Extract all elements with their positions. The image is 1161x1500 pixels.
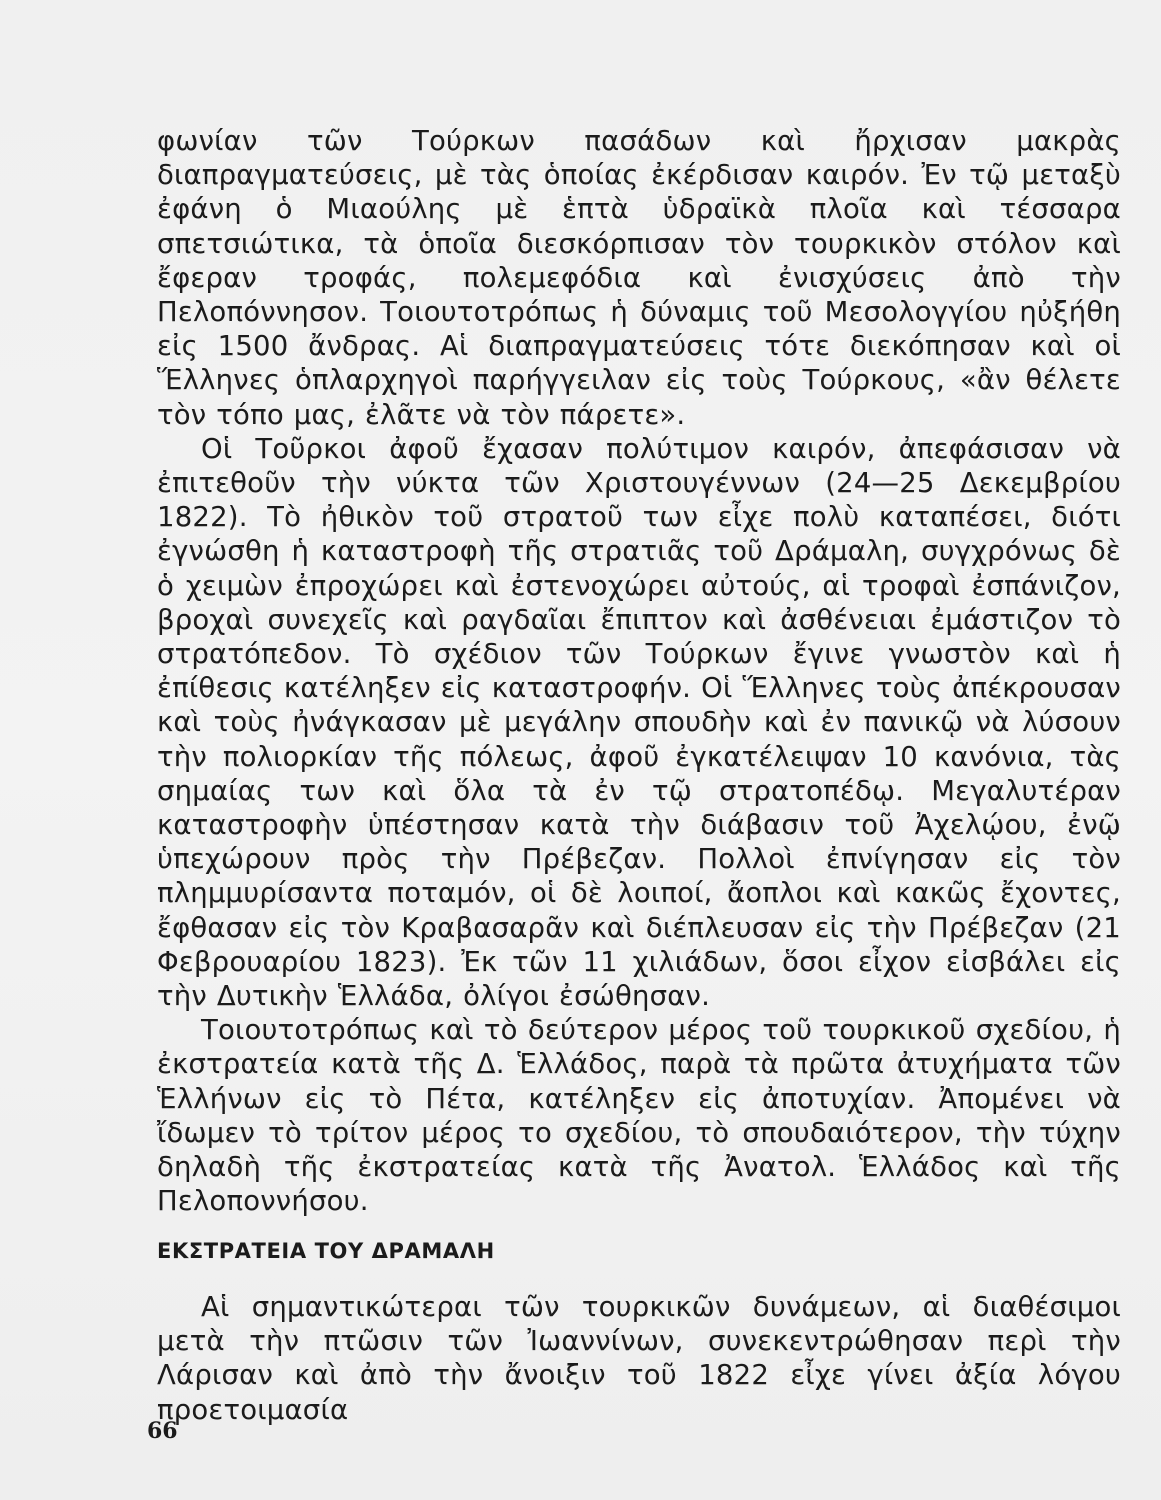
section-heading: ΕΚΣΤΡΑΤΕΙΑ ΤΟΥ ΔΡΑΜΑΛΗ xyxy=(157,1239,495,1263)
paragraph-2: Οἱ Τοῦρκοι ἀφοῦ ἔχασαν πολύτιμον καιρόν, ἀπεφάσισαν νὰ ἐπιτεθοῦν τὴν νύκτα τῶν Χριστουγέννων (24—25 Δεκεμβρίου 1822). Τὸ ἠθικὸν τοῦ στρατοῦ των εἶχε πολὺ καταπέσει, διότι ἐγνώσθη ἡ καταστροφὴ τῆς στρατιᾶς τοῦ Δράμαλη, συγχρόνως δὲ ὁ χειμὼν ἐπροχώρει καὶ ἐστενοχώρει αὐτούς, αἱ τροφαὶ ἐσπάνιζον, βροχαὶ συνεχεῖς καὶ ραγδαῖαι ἔπιπτον καὶ ἀσθένειαι ἐμάστιζον τὸ στρατόπεδον. Τὸ σχέδιον τῶν Τούρκων ἔγινε γνωστὸν καὶ ἡ ἐπίθεσις κατέληξεν εἰς καταστροφήν. Οἱ Ἕλληνες τοὺς ἀπέκρουσαν καὶ τοὺς ἠνάγκασαν μὲ μεγάλην σπουδὴν καὶ ἐν πανικῷ νὰ λύσουν τὴν πολιορκίαν τῆς πόλεως, ἀφοῦ ἐγκατέλειψαν 10 κανόνια, τὰς σημαίας των καὶ ὅλα τὰ ἐν τῷ στρατοπέδῳ. Μεγαλυτέραν καταστροφὴν ὑπέστησαν κατὰ τὴν διάβασιν τοῦ Ἀχελῴου, ἐνῷ ὑπεχώρουν πρὸς τὴν Πρέβεζαν. Πολλοὶ ἐπνίγησαν εἰς τὸν πλημμυρίσαντα ποταμόν, οἱ δὲ λοιποί, ἄοπλοι καὶ κακῶς ἔχοντες, ἔφθασαν εἰς τὸν Κραβασαρᾶν καὶ διέπλευσαν εἰς τὴν Πρέβεζαν (21 Φεβρουαρίου 1823). Ἐκ τῶν 11 χιλιάδων, ὅσοι εἶχον εἰσβάλει εἰς τὴν Δυτικὴν Ἑλλάδα, ὀλίγοι ἐσώθησαν. xyxy=(157,432,1121,1013)
section-paragraph: Αἱ σημαντικώτεραι τῶν τουρκικῶν δυνάμεων, αἱ διαθέσιμοι μετὰ τὴν πτῶσιν τῶν Ἰωαννίνων, συνεκεντρώθησαν περὶ τὴν Λάρισαν καὶ ἀπὸ τὴν ἄνοιξιν τοῦ 1822 εἶχε γίνει ἀξία λόγου προετοιμασία xyxy=(157,1291,1121,1426)
body-text xyxy=(157,124,1121,1219)
section-body-text xyxy=(157,1290,1121,1427)
page-number: 66 xyxy=(147,1418,178,1444)
paragraph-3: Τοιουτοτρόπως καὶ τὸ δεύτερον μέρος τοῦ τουρκικοῦ σχεδίου, ἡ ἐκστρατεία κατὰ τῆς Δ. Ἑλλάδος, παρὰ τὰ πρῶτα ἀτυχήματα τῶν Ἑλλήνων εἰς τὸ Πέτα, κατέληξεν εἰς ἀποτυχίαν. Ἀπομένει νὰ ἴδωμεν τὸ τρίτον μέρος το σχεδίου, τὸ σπουδαιότερον, τὴν τύχην δηλαδὴ τῆς ἐκστρατείας κατὰ τῆς Ἀνατολ. Ἑλλάδος καὶ τῆς Πελοποννήσου. xyxy=(157,1014,1121,1218)
paragraph-1: φωνίαν τῶν Τούρκων πασάδων καὶ ἤρχισαν μακρὰς διαπραγματεύσεις, μὲ τὰς ὁποίας ἐκέρδισαν καιρόν. Ἐν τῷ μεταξὺ ἐφάνη ὁ Μιαούλης μὲ ἑπτὰ ὑδραϊκὰ πλοῖα καὶ τέσσαρα σπετσιώτικα, τὰ ὁποῖα διεσκόρπισαν τὸν τουρκικὸν στόλον καὶ ἔφεραν τροφάς, πολεμεφόδια καὶ ἐνισχύσεις ἀπὸ τὴν Πελοπόννησον. Τοιουτοτρόπως ἡ δύναμις τοῦ Μεσολογγίου ηὐξήθη εἰς 1500 ἄνδρας. Αἱ διαπραγματεύσεις τότε διεκόπησαν καὶ οἱ Ἕλληνες ὁπλαρχηγοὶ παρήγγειλαν εἰς τοὺς Τούρκους, «ἂν θέλετε τὸν τόπο μας, ἐλᾶτε νὰ τὸν πάρετε». xyxy=(157,125,1121,431)
